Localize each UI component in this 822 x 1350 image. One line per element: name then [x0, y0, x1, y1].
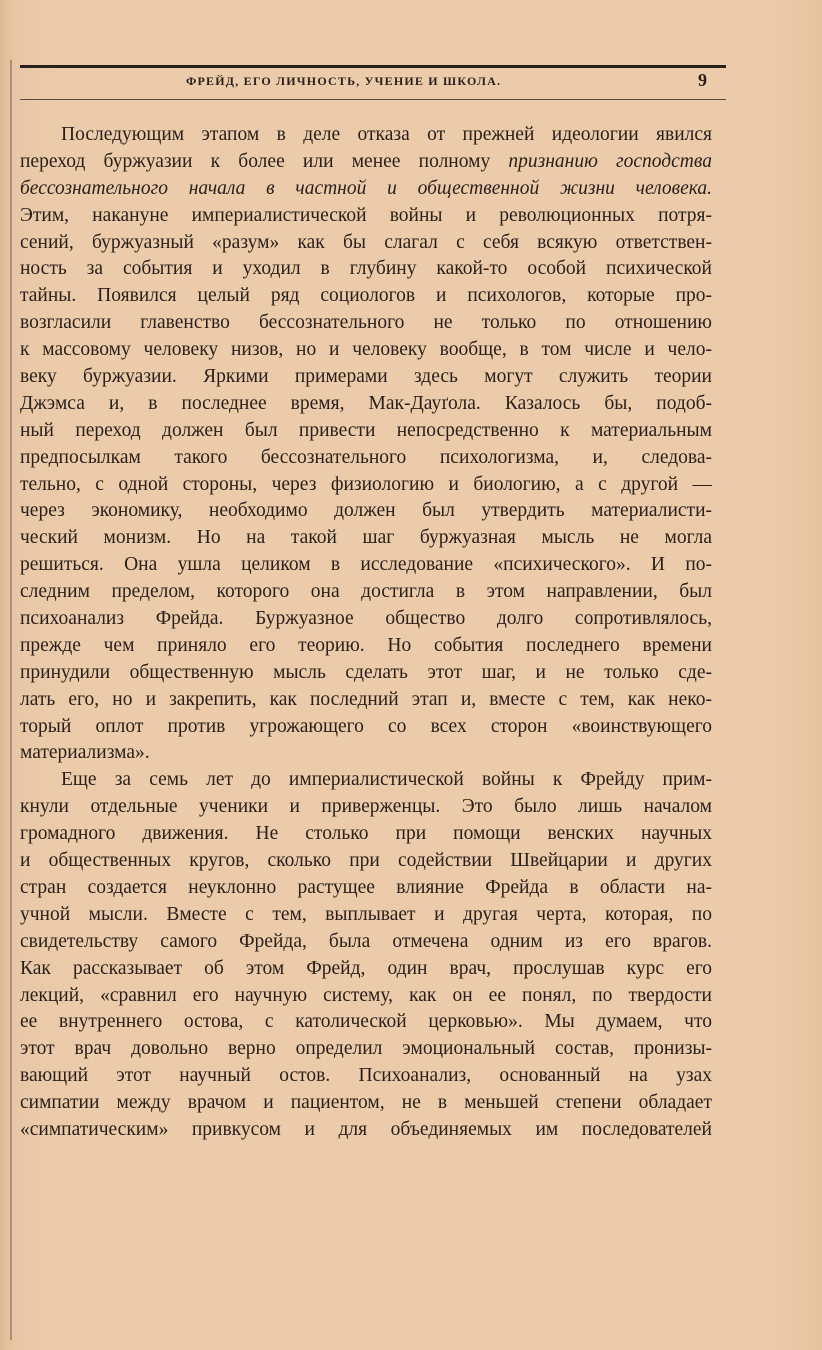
text-line — [20, 660, 712, 687]
line-text: и общественных кругов, сколько при содействии Швейцарии и других — [20, 850, 712, 872]
text-line — [20, 472, 712, 499]
text-line — [20, 364, 712, 391]
line-text: торый оплот против угрожающего со всех сторон «воинствующего — [20, 715, 712, 737]
line-text: к массовому человеку низов, но и человеку вообще, в том числе и чело- — [20, 339, 712, 361]
text-line — [20, 956, 712, 983]
line-text: веку буржуазии. Яркими примерами здесь могут служить теории — [20, 366, 712, 388]
line-text: вающий этот научный остов. Психоанализ, основанный на узах — [20, 1065, 712, 1087]
text-line — [20, 767, 712, 794]
text-line — [20, 122, 712, 149]
line-text: тельно, с одной стороны, через физиологию и биологию, а с другой — — [20, 473, 712, 495]
text-line — [20, 1036, 712, 1063]
line-text: учной мысли. Вместе с тем, выплывает и другая черта, которая, по — [20, 903, 712, 925]
text-line — [20, 283, 712, 310]
text-line — [20, 633, 712, 660]
text-line — [20, 902, 712, 929]
text-line — [20, 149, 712, 176]
text-line — [20, 552, 712, 579]
line-text: лать его, но и закрепить, как последний этап и, вместе с тем, как неко- — [20, 688, 712, 710]
line-text: следним пределом, которого она достигла в этом направлении, был — [20, 581, 712, 603]
line-text: Последующим этапом в деле отказа от прежней идеологии явился — [61, 124, 712, 145]
page-number: 9 — [698, 70, 707, 90]
line-text: Этим, накануне империалистической войны и революционных потря- — [20, 204, 712, 226]
line-text: возгласили главенство бессознательного не только по отношению — [20, 312, 712, 334]
line-text: ность за события и уходил в глубину какой-то особой психической — [20, 258, 712, 280]
text-line — [20, 418, 712, 445]
italic-emphasis: бессознательного начала в частной и общественной жизни человека. — [20, 177, 712, 199]
line-text: Джэмса и, в последнее время, Мак-Дауґола. Казалось бы, подоб- — [20, 392, 712, 414]
line-text: предпосылкам такого бессознательного психологизма, и, следова- — [20, 446, 712, 468]
line-text: ный переход должен был привести непосредственно к материальным — [20, 419, 712, 441]
text-line — [20, 875, 712, 902]
line-text: переход буржуазии к более или менее полному — [20, 150, 509, 172]
line-text: решиться. Она ушла целиком в исследование «психического». И по- — [20, 554, 712, 576]
text-line — [20, 391, 712, 418]
text-line — [20, 1009, 712, 1036]
text-line — [20, 1090, 712, 1117]
line-text: принудили общественную мысль сделать этот шаг, и не только сде- — [20, 661, 712, 683]
text-line — [20, 821, 712, 848]
line-text: свидетельству самого Фрейда, была отмечена одним из его врагов. — [20, 930, 712, 952]
line-text: громадного движения. Не столько при помощи венских научных — [20, 823, 712, 845]
text-line — [20, 203, 712, 230]
line-text: материализма». — [20, 742, 150, 764]
text-line — [20, 687, 712, 714]
line-text: тайны. Появился целый ряд социологов и психологов, которые про- — [20, 285, 712, 307]
text-line — [20, 794, 712, 821]
line-text: ческий монизм. Но на такой шаг буржуазная мысль не могла — [20, 527, 712, 549]
line-text: прежде чем приняло его теорию. Но события последнего времени — [20, 634, 712, 656]
text-line — [20, 445, 712, 472]
text-line — [20, 310, 712, 337]
header-top-rule — [20, 65, 726, 68]
text-line — [20, 256, 712, 283]
text-line — [20, 337, 712, 364]
body-text — [20, 122, 712, 1144]
line-text: ее внутреннего остова, с католической церковью». Мы думаем, что — [20, 1011, 712, 1033]
line-text: симпатии между врачом и пациентом, не в меньшей степени обладает — [20, 1092, 712, 1114]
line-text: Как рассказывает об этом Фрейд, один врач, прослушав курс его — [20, 957, 712, 979]
italic-emphasis: признанию господства — [508, 150, 712, 172]
running-title: ФРЕЙД, ЕГО ЛИЧНОСТЬ, УЧЕНИЕ И ШКОЛА. — [186, 74, 502, 88]
text-line — [20, 579, 712, 606]
line-text: кнули отдельные ученики и приверженцы. Это было лишь началом — [20, 796, 712, 818]
line-text: сений, буржуазный «разум» как бы слагал с себя всякую ответствен- — [20, 231, 712, 253]
text-line — [20, 740, 712, 767]
header-bottom-rule — [20, 99, 726, 100]
line-text: Еще за семь лет до империалистической войны к Фрейду прим- — [61, 769, 712, 791]
text-line — [20, 606, 712, 633]
text-line — [20, 230, 712, 257]
text-line — [20, 983, 712, 1010]
text-line — [20, 1117, 712, 1144]
text-line — [20, 714, 712, 741]
text-line — [20, 176, 712, 203]
text-line — [20, 1063, 712, 1090]
line-text: лекций, «сравнил его научную систему, как он ее понял, по твердости — [20, 984, 712, 1006]
line-text: через экономику, необходимо должен был утвердить материалисти- — [20, 500, 712, 522]
line-text: психоанализ Фрейда. Буржуазное общество долго сопротивлялось, — [20, 608, 712, 630]
line-text: «симпатическим» привкусом и для объединяемых им последователей — [20, 1118, 712, 1140]
text-line — [20, 929, 712, 956]
text-line — [20, 498, 712, 525]
page-binding-edge — [10, 60, 12, 1340]
line-text: стран создается неуклонно растущее влияние Фрейда в области на- — [20, 876, 712, 898]
line-text: этот врач довольно верно определил эмоциональный состав, пронизы- — [20, 1038, 712, 1060]
text-line — [20, 525, 712, 552]
text-line — [20, 848, 712, 875]
